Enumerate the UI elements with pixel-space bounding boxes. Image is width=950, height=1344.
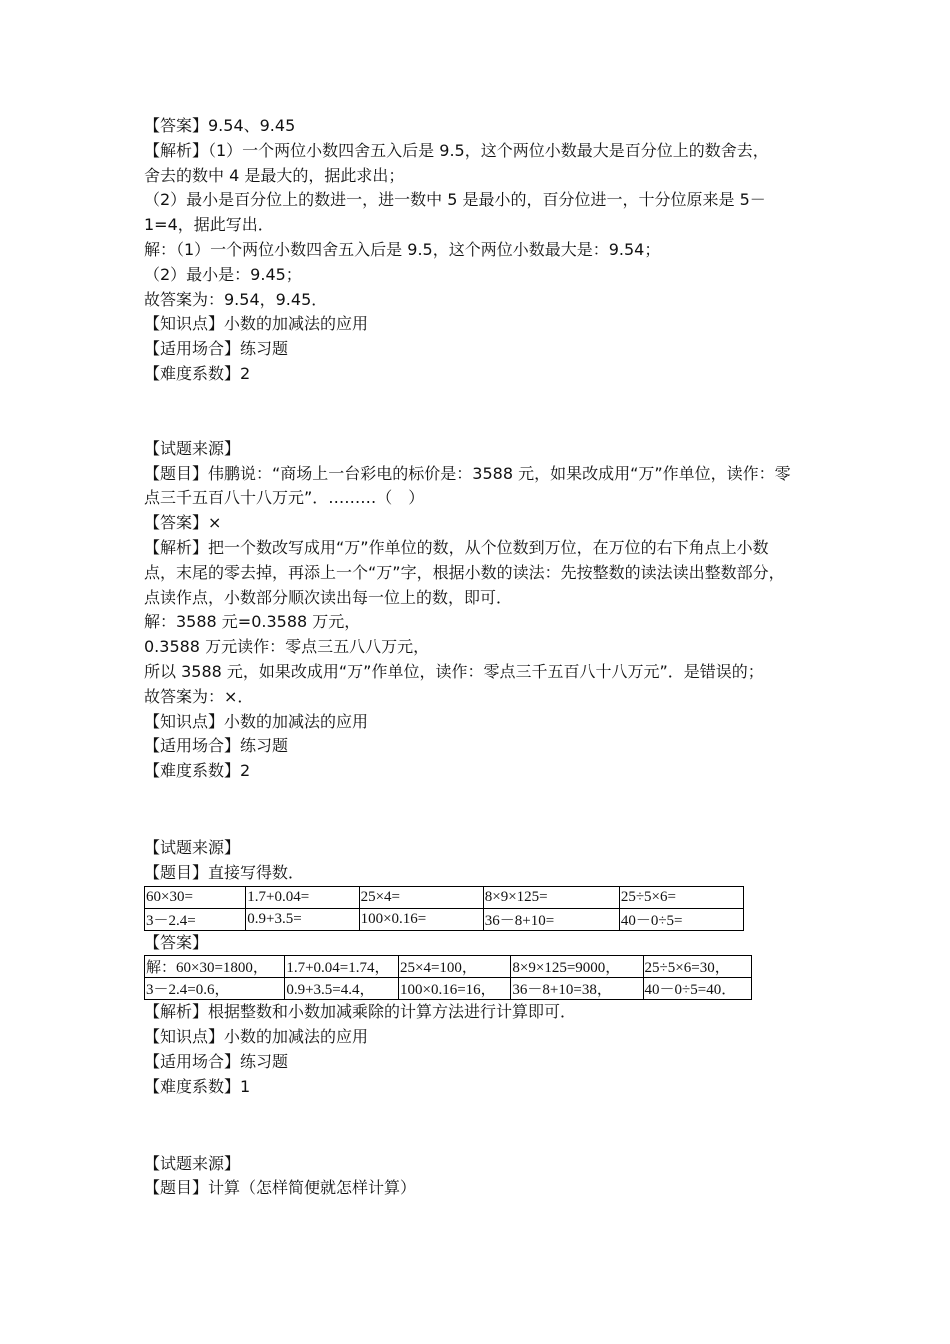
question-title: 【题目】计算（怎样简便就怎样计算） — [144, 1178, 417, 1198]
table-row — [145, 956, 752, 978]
question-title: 点三千五百八十八万元”．………（ ） — [144, 488, 425, 508]
table-row — [145, 908, 744, 930]
solution-line: 解：（1）一个两位小数四舍五入后是 9.5，这个两位小数最大是：9.54； — [144, 239, 661, 259]
table-cell: 60×30= — [145, 886, 246, 908]
answer-label: 【答案】 — [144, 932, 209, 952]
spacer — [144, 1100, 824, 1152]
table-cell: 100×0.16=16， — [399, 978, 511, 1000]
difficulty-coefficient: 【难度系数】1 — [144, 1076, 251, 1096]
question-source: 【试题来源】 — [144, 1153, 241, 1173]
answer-line: 【答案】9.54、9.45 — [144, 116, 296, 135]
knowledge-point: 【知识点】小数的加减法的应用 — [144, 314, 369, 334]
analysis-line: 【解析】根据整数和小数加减乘除的计算方法进行计算即可． — [144, 1002, 577, 1022]
applicable-occasion: 【适用场合】练习题 — [144, 736, 289, 756]
solution-line: 所以 3588 元，如果改成用“万”作单位，读作：零点三千五百八十八万元”．是错误的； — [144, 661, 764, 681]
table-cell: 3－2.4=0.6， — [145, 978, 285, 1000]
table-row — [145, 978, 752, 1000]
table-cell: 25÷5×6= — [619, 886, 743, 908]
solution-line: 解：3588 元=0.3588 万元， — [144, 612, 361, 632]
table-cell: 25×4=100， — [399, 956, 511, 978]
table-cell: 3－2.4= — [145, 908, 246, 930]
document-page — [144, 114, 824, 1201]
question-title: 【题目】直接写得数． — [144, 862, 305, 882]
knowledge-point: 【知识点】小数的加减法的应用 — [144, 711, 369, 731]
answer-line: 【答案】× — [144, 513, 222, 533]
table-cell: 40－0÷5=40． — [643, 978, 751, 1000]
table-cell: 40－0÷5= — [619, 908, 743, 930]
table-cell: 8×9×125= — [483, 886, 619, 908]
table-row — [145, 886, 744, 908]
solution-line: （2）最小是：9.45； — [144, 264, 302, 284]
question-source: 【试题来源】 — [144, 438, 241, 458]
table-cell: 0.9+3.5= — [246, 908, 359, 930]
applicable-occasion: 【适用场合】练习题 — [144, 339, 289, 359]
analysis-line: 【解析】把一个数改写成用“万”作单位的数，从个位数到万位，在万位的右下角点上小数 — [144, 537, 769, 557]
applicable-occasion: 【适用场合】练习题 — [144, 1051, 289, 1071]
difficulty-coefficient: 【难度系数】2 — [144, 363, 251, 383]
question-table — [144, 886, 744, 931]
table-cell: 8×9×125=9000， — [511, 956, 643, 978]
table-cell: 36－8+10=38， — [511, 978, 643, 1000]
solution-line: 0.3588 万元读作：零点三五八八万元， — [144, 637, 430, 657]
question-1 — [144, 114, 824, 387]
analysis-line: 1=4，据此写出． — [144, 215, 274, 235]
question-4 — [144, 1152, 824, 1202]
knowledge-point: 【知识点】小数的加减法的应用 — [144, 1027, 369, 1047]
question-source: 【试题来源】 — [144, 837, 241, 857]
final-answer-line: 故答案为：×． — [144, 686, 254, 706]
table-cell: 25×4= — [359, 886, 483, 908]
spacer — [144, 387, 824, 437]
table-cell: 1.7+0.04=1.74， — [285, 956, 399, 978]
question-2 — [144, 437, 824, 784]
analysis-line: 点读作点，小数部分顺次读出每一位上的数，即可． — [144, 587, 513, 607]
difficulty-coefficient: 【难度系数】2 — [144, 761, 251, 781]
table-cell: 1.7+0.04= — [246, 886, 359, 908]
answer-table — [144, 955, 752, 1000]
spacer — [144, 784, 824, 836]
table-cell: 0.9+3.5=4.4， — [285, 978, 399, 1000]
table-cell: 100×0.16= — [359, 908, 483, 930]
final-answer-line: 故答案为：9.54，9.45． — [144, 289, 328, 309]
analysis-line: 【解析】（1）一个两位小数四舍五入后是 9.5，这个两位小数最大是百分位上的数舍去， — [144, 140, 769, 160]
analysis-line: （2）最小是百分位上的数进一，进一数中 5 是最小的，百分位进一，十分位原来是 5－ — [144, 190, 766, 210]
analysis-line: 舍去的数中 4 是最大的，据此求出； — [144, 165, 405, 185]
table-cell: 解：60×30=1800， — [145, 956, 285, 978]
question-3 — [144, 836, 824, 1100]
analysis-line: 点，末尾的零去掉，再添上一个“万”字，根据小数的读法：先按整数的读法读出整数部分， — [144, 562, 785, 582]
question-title: 【题目】伟鹏说：“商场上一台彩电的标价是：3588 元，如果改成用“万”作单位，读作：零 — [144, 463, 791, 483]
table-cell: 25÷5×6=30， — [643, 956, 751, 978]
table-cell: 36－8+10= — [483, 908, 619, 930]
